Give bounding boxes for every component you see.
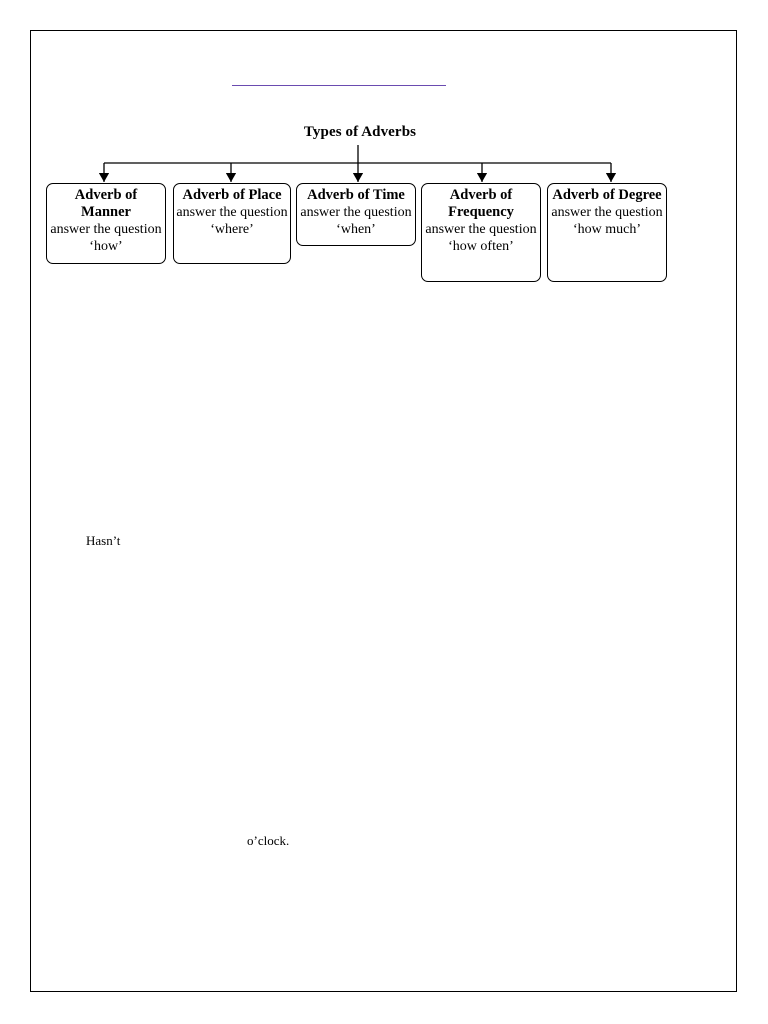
box-description: answer the question ‘how much’ xyxy=(551,205,663,237)
diagram-title: Types of Adverbs xyxy=(303,124,417,140)
box-description: answer the question ‘how often’ xyxy=(425,222,537,254)
box-description: answer the question ‘how’ xyxy=(50,222,162,254)
box-adverb-of-time xyxy=(296,183,416,246)
text-fragment-oclock: o’clock. xyxy=(247,833,290,848)
box-description: answer the question ‘where’ xyxy=(176,205,288,237)
box-description: answer the question ‘when’ xyxy=(300,205,412,237)
box-adverb-of-degree xyxy=(547,183,667,282)
box-title: Adverb of Degree xyxy=(552,187,662,203)
box-title: Adverb of Frequency xyxy=(448,187,514,220)
box-adverb-of-manner xyxy=(46,183,166,264)
box-title: Adverb of Time xyxy=(307,187,405,203)
box-adverb-of-frequency xyxy=(421,183,541,282)
box-title: Adverb of Place xyxy=(182,187,282,203)
box-title: Adverb of Manner xyxy=(74,187,138,220)
text-fragment-hasnt: Hasn’t xyxy=(86,533,121,548)
box-adverb-of-place xyxy=(173,183,291,264)
